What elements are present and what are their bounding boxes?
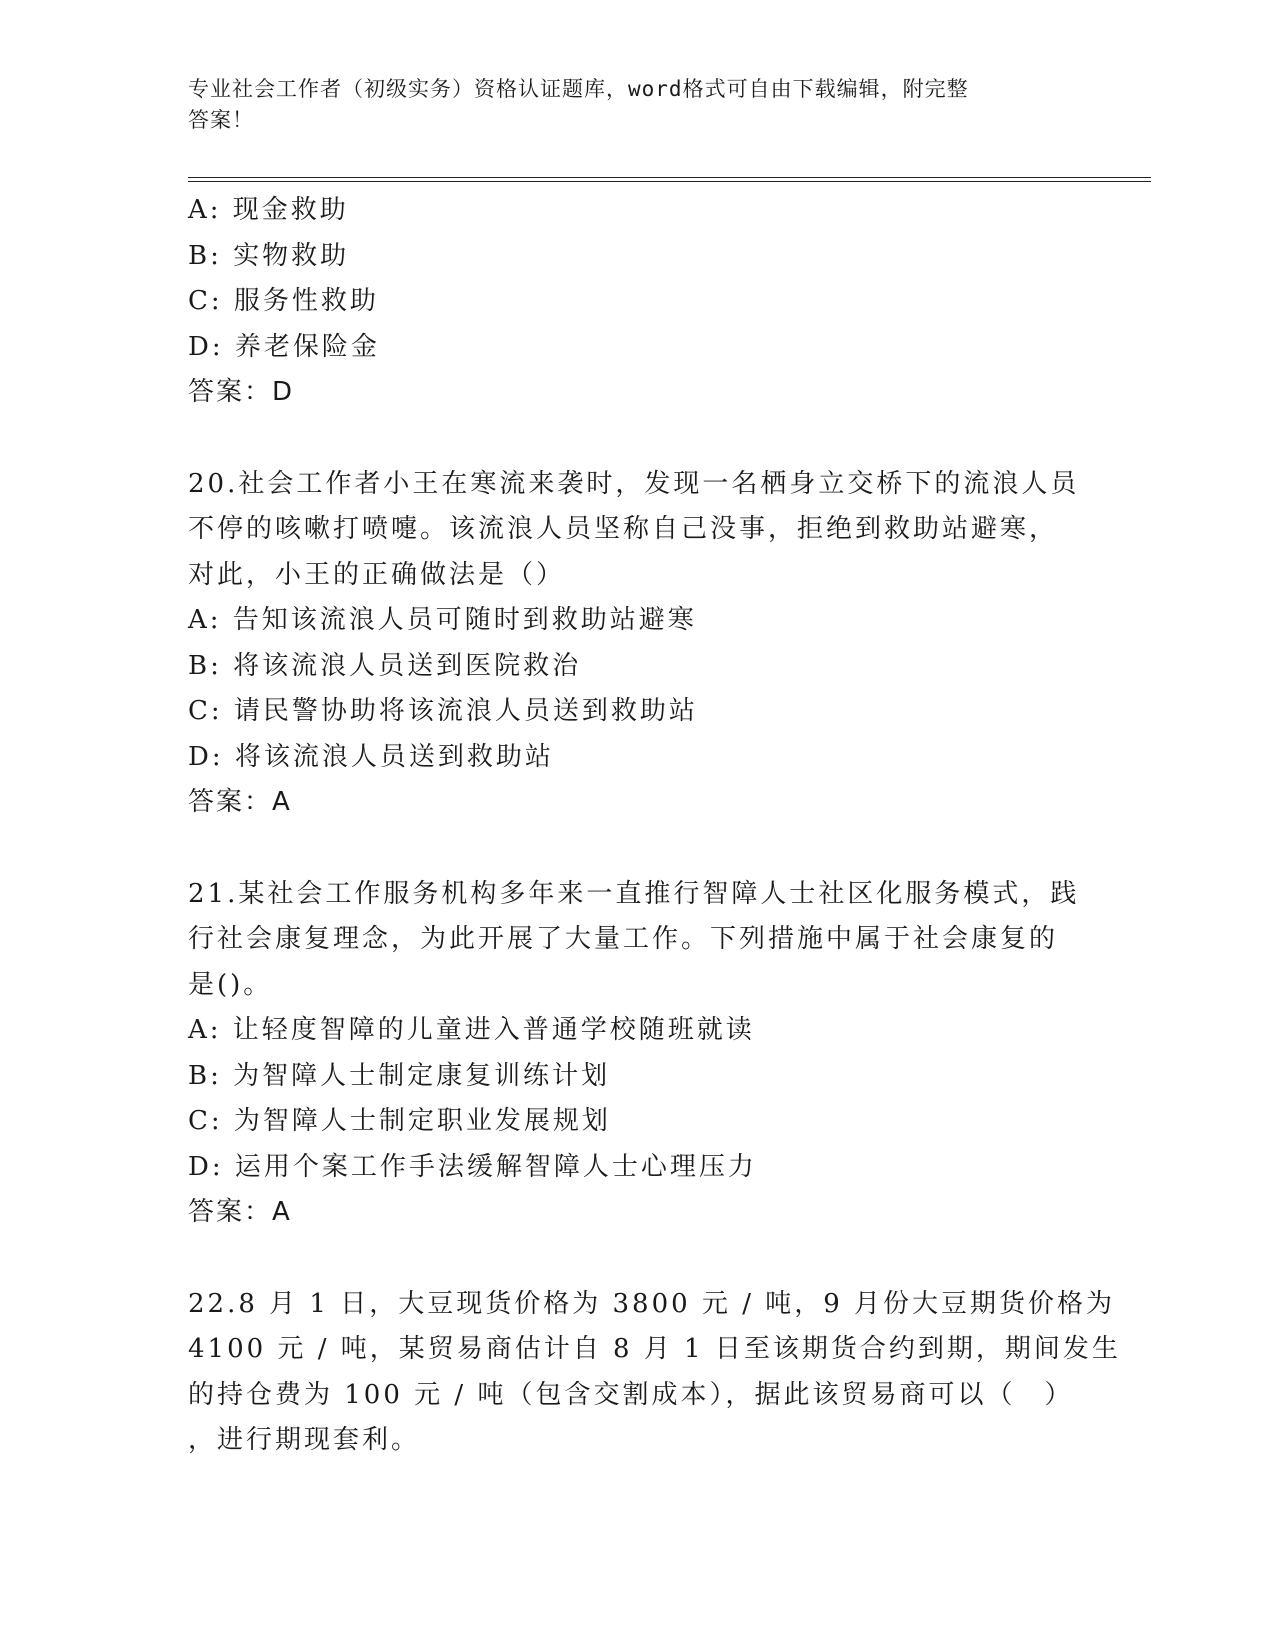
option-b: B: 将该流浪人员送到医院救治 <box>188 650 582 681</box>
question-stem-line: 22.8 月 1 日，大豆现货价格为 3800 元 / 吨，9 月份大豆期货价格为 <box>188 1288 1116 1319</box>
question-stem-line: 的持仓费为 100 元 / 吨（包含交割成本），据此该贸易商可以（ ） <box>188 1379 1074 1410</box>
option-b: B: 实物救助 <box>188 240 350 271</box>
document-body <box>188 188 1121 1510</box>
option-b: B: 为智障人士制定康复训练计划 <box>188 1060 611 1091</box>
option-c: C: 服务性救助 <box>188 286 379 316</box>
option-d: D: 将该流浪人员送到救助站 <box>188 741 554 772</box>
answer: 答案：D <box>188 377 295 407</box>
question-stem-line: 21.某社会工作服务机构多年来一直推行智障人士社区化服务模式，践 <box>188 878 1080 909</box>
option-c: C: 为智障人士制定职业发展规划 <box>188 1106 611 1136</box>
option-d: D: 养老保险金 <box>188 331 380 362</box>
answer: 答案：A <box>188 1197 292 1227</box>
question-stem-line: 对此，小王的正确做法是（） <box>188 559 566 590</box>
question-22 <box>188 1282 1121 1464</box>
header-rule-top <box>188 177 1151 178</box>
question-stem-line: ，进行期现套利。 <box>188 1425 421 1455</box>
option-a: A: 告知该流浪人员可随时到救助站避寒 <box>188 605 697 635</box>
question-20 <box>188 462 1088 826</box>
question-stem-line: 行社会康复理念，为此开展了大量工作。下列措施中属于社会康复的 <box>188 924 1059 954</box>
question-stem-line: 不停的咳嗽打喷嚏。该流浪人员坚称自己没事，拒绝到救助站避寒， <box>188 514 1059 544</box>
header-rule-bottom <box>188 181 1151 182</box>
option-c: C: 请民警协助将该流浪人员送到救助站 <box>188 696 698 726</box>
question-stem-line: 是()。 <box>188 969 273 1000</box>
question-21 <box>188 872 1088 1236</box>
option-d: D: 运用个案工作手法缓解智障人士心理压力 <box>188 1151 757 1182</box>
option-a: A: 让轻度智障的儿童进入普通学校随班就读 <box>188 1015 755 1045</box>
answer: 答案：A <box>188 787 292 817</box>
document-header <box>188 74 1068 136</box>
question-19 <box>188 188 1088 416</box>
option-a: A: 现金救助 <box>188 195 349 225</box>
header-title-line-2: 答案！ <box>188 108 254 132</box>
header-title-line-1: 专业社会工作者（初级实务）资格认证题库，word格式可自由下载编辑，附完整 <box>188 77 969 101</box>
question-stem-line: 20.社会工作者小王在寒流来袭时，发现一名栖身立交桥下的流浪人员 <box>188 468 1080 499</box>
question-stem-line: 4100 元 / 吨，某贸易商估计自 8 月 1 日至该期货合约到期，期间发生 <box>188 1334 1121 1364</box>
